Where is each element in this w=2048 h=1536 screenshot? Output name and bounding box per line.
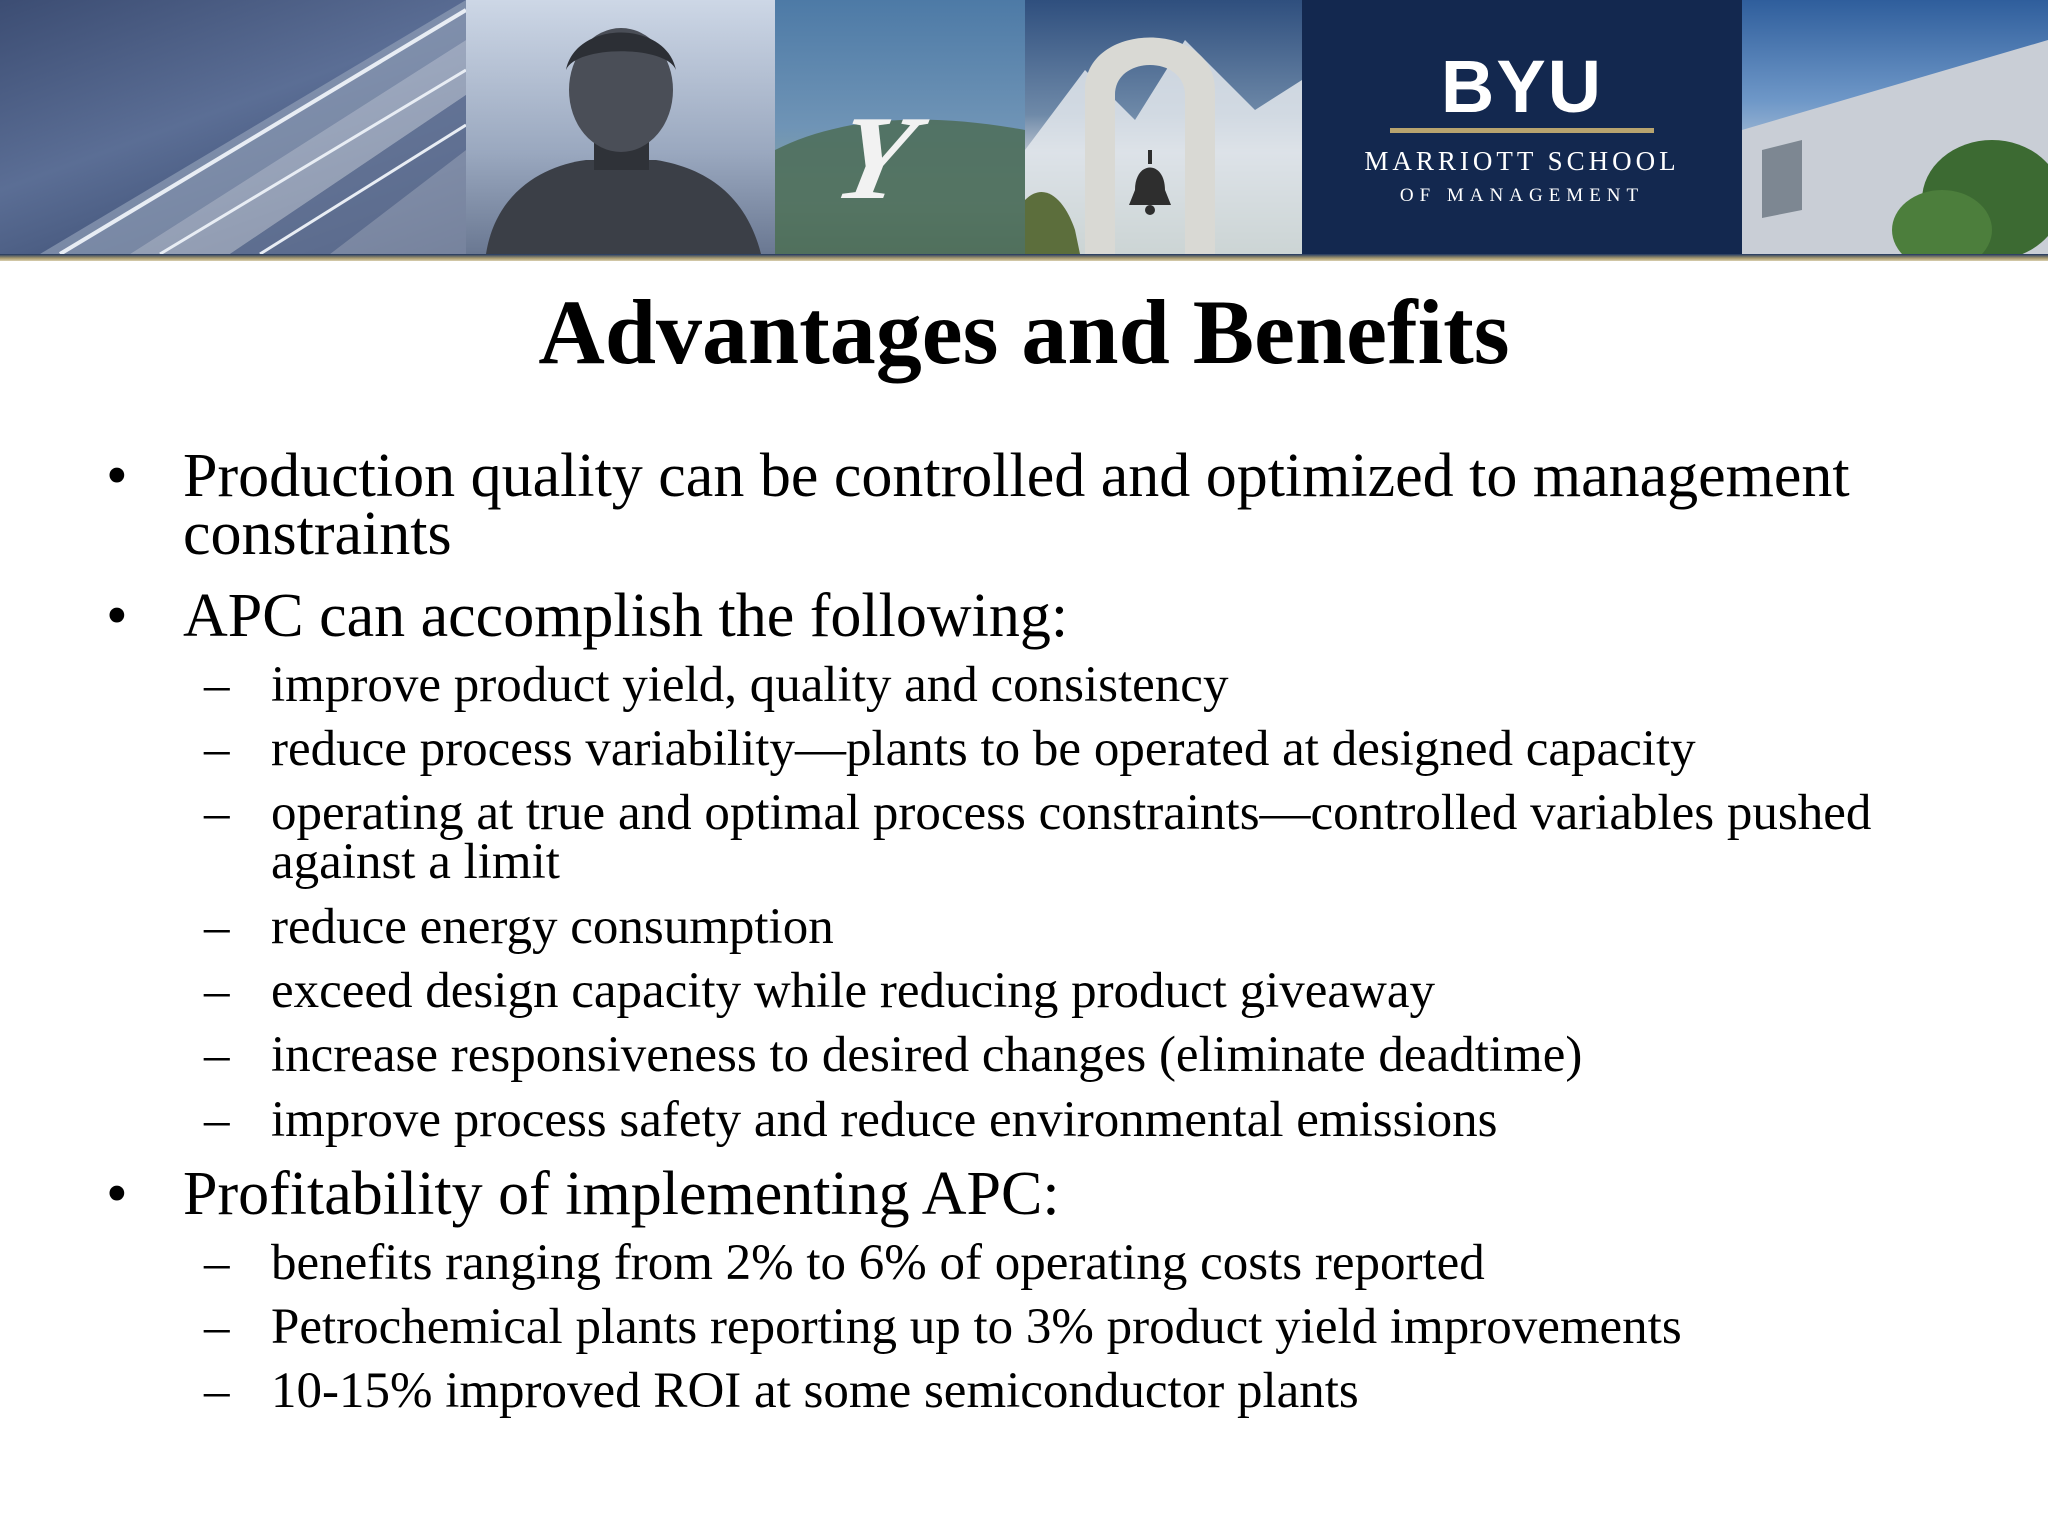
bullet-text: APC can accomplish the following: [183,582,1069,650]
dash-marker: – [204,1363,230,1419]
building-trees-graphic [1742,0,2048,254]
banner-photo-mountain-y [775,0,1025,254]
banner-photo-bell-tower [1025,0,1302,254]
slide-title: Advantages and Benefits [538,281,1510,383]
logo-wordmark: BYU [1440,45,1604,128]
sub-bullet-text: benefits ranging from 2% to 6% of operating costs reported [271,1235,1485,1291]
dash-marker: – [204,785,230,841]
bullet-item [0,1160,2048,1228]
logo-school-name: MARRIOTT SCHOOL [1364,146,1680,176]
bullet-marker: • [106,1160,128,1228]
sub-bullet-text: exceed design capacity while reducing product giveaway [271,963,1436,1019]
dash-marker: – [204,963,230,1019]
dash-marker: – [204,721,230,777]
dash-marker: – [204,1299,230,1355]
dash-marker: – [204,1092,230,1148]
logo-management: OF MANAGEMENT [1399,185,1645,206]
sub-bullet-text: improve process safety and reduce environmental emissions [271,1092,1498,1148]
banner-divider [0,254,2048,261]
bullet-text: Production quality can be controlled and optimized to management constraints [183,442,1850,568]
sub-bullet-text: 10-15% improved ROI at some semiconductor plants [271,1363,1359,1419]
bullet-marker: • [106,582,128,650]
dash-marker: – [204,657,230,713]
banner-photo-statue [466,0,775,254]
header-banner [0,0,2048,254]
sub-bullet-text: reduce process variability—plants to be operated at designed capacity [271,721,1696,777]
sub-bullet-text: improve product yield, quality and consistency [271,657,1229,713]
bullet-item [0,582,2048,650]
dash-marker: – [204,1027,230,1083]
banner-photo-building-trees [1742,0,2048,254]
sub-bullet-text: operating at true and optimal process constraints—controlled variables pushed against a limit [271,785,1872,890]
bell-arch-graphic [1025,0,1302,254]
y-mountain-icon: Y [824,91,927,224]
bullet-marker: • [106,442,128,510]
logo-divider [1390,128,1654,133]
dash-marker: – [204,1235,230,1291]
statue-graphic [466,0,775,254]
byu-marriott-logo [1302,0,1742,254]
sub-bullet-text: increase responsiveness to desired changes (eliminate deadtime) [271,1027,1583,1083]
building-facade-graphic [0,0,466,254]
bullet-item [0,442,2048,568]
sub-bullet-text: Petrochemical plants reporting up to 3% product yield improvements [271,1299,1682,1355]
bullet-text: Profitability of implementing APC: [183,1160,1060,1228]
banner-photo-building [0,0,466,254]
sub-bullet-text: reduce energy consumption [271,899,834,955]
dash-marker: – [204,899,230,955]
